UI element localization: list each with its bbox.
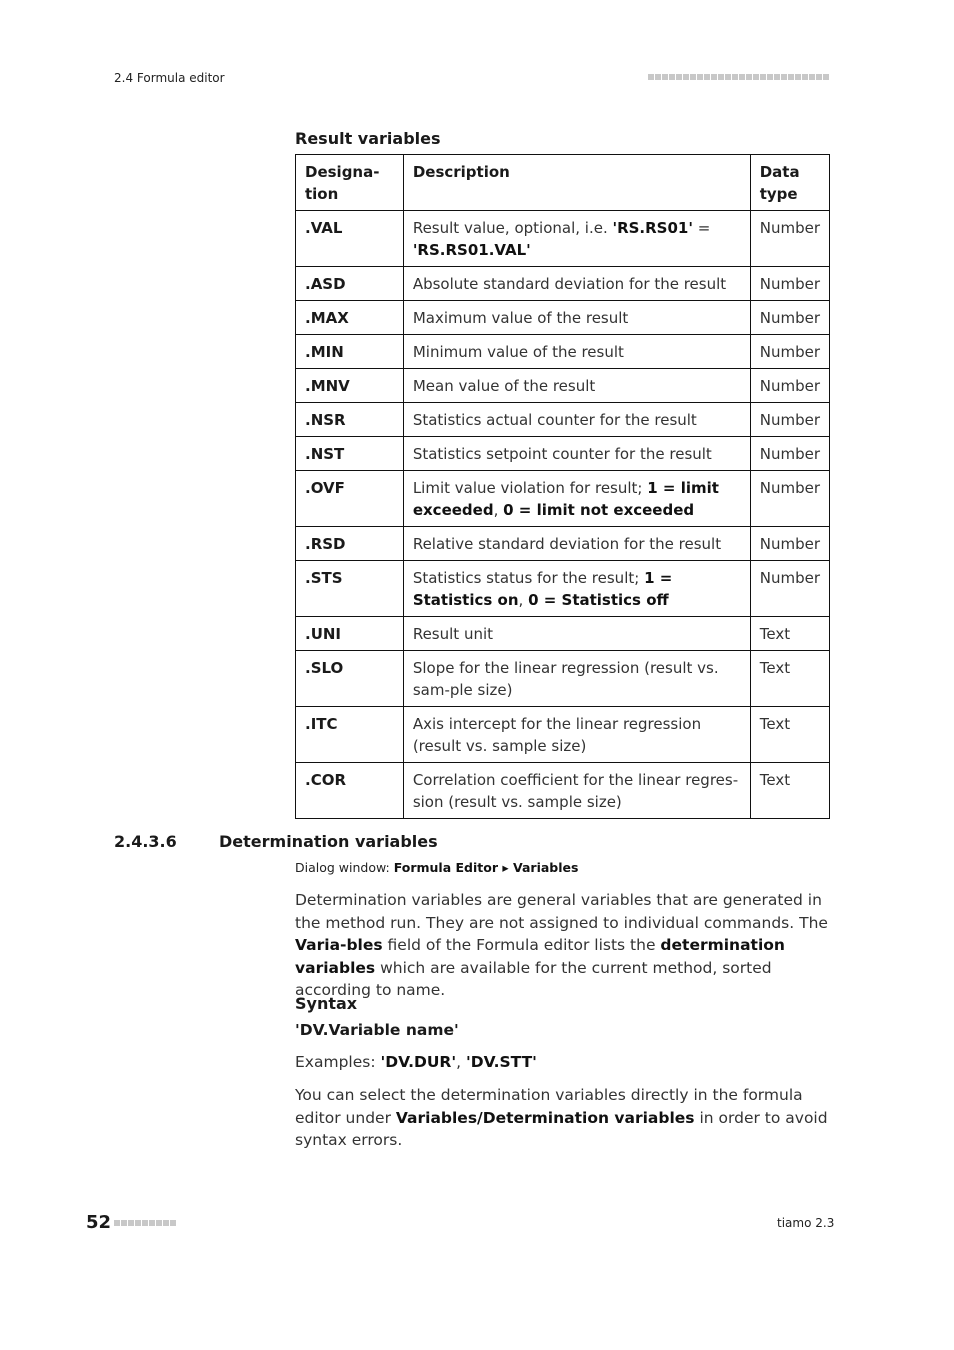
variable-name-cell: .VAL (296, 211, 404, 267)
syntax-value: 'DV.Variable name' (295, 1021, 459, 1039)
table-row (296, 617, 830, 651)
variable-type-cell: Text (750, 617, 829, 651)
decor-square (781, 74, 787, 80)
emphasis-text: 'RS.RS01' (612, 219, 693, 237)
variable-description-cell (403, 267, 750, 301)
variable-name-cell: .MIN (296, 335, 404, 369)
table-row (296, 763, 830, 819)
plain-text: Statistics setpoint counter for the result (412, 445, 712, 463)
decor-square (170, 1220, 176, 1226)
plain-text: Axis intercept for the linear regression (result vs. sample size) (412, 715, 702, 755)
table-row (296, 267, 830, 301)
paragraph-select-hint (295, 1084, 830, 1152)
variable-name-cell: .COR (296, 763, 404, 819)
table-row (296, 471, 830, 527)
decor-square (669, 74, 675, 80)
decor-square (718, 74, 724, 80)
table-row (296, 301, 830, 335)
header-decoration (648, 74, 830, 80)
variable-description-cell (403, 651, 750, 707)
decor-square (156, 1220, 162, 1226)
example-stt: 'DV.STT' (465, 1053, 537, 1071)
plain-text: , (518, 591, 529, 609)
variable-name-cell: .MNV (296, 369, 404, 403)
emphasis-text: 1 = limit exceeded (412, 479, 719, 519)
decor-square (711, 74, 717, 80)
variable-name-cell: .OVF (296, 471, 404, 527)
decor-square (697, 74, 703, 80)
plain-text: Relative standard deviation for the result (412, 535, 722, 553)
decor-square (163, 1220, 169, 1226)
emphasis-text: 1 = Statistics on (412, 569, 673, 609)
dialog-path: Formula Editor ▸ Variables (393, 860, 579, 875)
decor-square (809, 74, 815, 80)
section-number: 2.4.3.6 (114, 832, 177, 851)
variable-description-cell (403, 301, 750, 335)
decor-square (802, 74, 808, 80)
variable-type-cell: Number (750, 403, 829, 437)
variable-name-cell: .MAX (296, 301, 404, 335)
variable-description-cell (403, 561, 750, 617)
variable-name-cell: .NSR (296, 403, 404, 437)
decor-square (128, 1220, 134, 1226)
variable-type-cell: Number (750, 267, 829, 301)
plain-text: field of the Formula editor lists the (382, 936, 661, 954)
variable-type-cell: Number (750, 437, 829, 471)
decor-square (683, 74, 689, 80)
header-designation: Designa- tion (296, 155, 404, 211)
running-header-section: 2.4 Formula editor (114, 71, 225, 85)
footer-decoration (114, 1220, 177, 1226)
decor-square (753, 74, 759, 80)
variable-description-cell (403, 335, 750, 369)
variable-description-cell (403, 211, 750, 267)
decor-square (690, 74, 696, 80)
variable-description-cell (403, 527, 750, 561)
result-variables-table (295, 154, 830, 819)
emphasis-text: 0 = limit not exceeded (503, 501, 695, 519)
table-row (296, 651, 830, 707)
example-dur: 'DV.DUR' (380, 1053, 457, 1071)
emphasis-text: 0 = Statistics off (528, 591, 669, 609)
variable-description-cell (403, 707, 750, 763)
plain-text: Result unit (412, 625, 494, 643)
decor-square (739, 74, 745, 80)
examples-label: Examples: (295, 1053, 381, 1071)
plain-text: , (493, 501, 504, 519)
decor-square (746, 74, 752, 80)
plain-text: You can select the determination variables directly in the formula editor under (295, 1086, 803, 1127)
variable-description-cell (403, 763, 750, 819)
variable-name-cell: .SLO (296, 651, 404, 707)
variable-description-cell (403, 437, 750, 471)
plain-text: Maximum value of the result (412, 309, 629, 327)
plain-text: Minimum value of the result (412, 343, 624, 361)
variable-type-cell: Number (750, 527, 829, 561)
decor-square (676, 74, 682, 80)
section-title: Determination variables (219, 832, 438, 851)
table-row (296, 403, 830, 437)
table-header-row (296, 155, 830, 211)
plain-text: Limit value violation for result; (412, 479, 648, 497)
table-row (296, 335, 830, 369)
header-description: Description (403, 155, 750, 211)
plain-text: Mean value of the result (412, 377, 596, 395)
table-row (296, 369, 830, 403)
variable-type-cell: Number (750, 369, 829, 403)
example-separator: , (456, 1053, 466, 1071)
emphasis-text: Variables/Determination variables (395, 1108, 695, 1127)
examples-line (295, 1053, 537, 1071)
decor-square (135, 1220, 141, 1226)
variable-type-cell: Text (750, 763, 829, 819)
table-row (296, 561, 830, 617)
decor-square (795, 74, 801, 80)
variable-description-cell (403, 403, 750, 437)
syntax-heading: Syntax (295, 994, 358, 1013)
dialog-window-line (295, 860, 578, 875)
plain-text: = (692, 219, 711, 237)
variable-type-cell: Number (750, 335, 829, 369)
plain-text: Result value, optional, i.e. (412, 219, 613, 237)
variable-description-cell (403, 617, 750, 651)
decor-square (774, 74, 780, 80)
table-row (296, 437, 830, 471)
variable-name-cell: .ASD (296, 267, 404, 301)
variable-name-cell: .NST (296, 437, 404, 471)
variable-name-cell: .STS (296, 561, 404, 617)
decor-square (648, 74, 654, 80)
decor-square (655, 74, 661, 80)
decor-square (760, 74, 766, 80)
plain-text: in order to avoid syntax errors. (295, 1108, 828, 1149)
table-title: Result variables (295, 129, 441, 148)
table-row (296, 527, 830, 561)
footer-product: tiamo 2.3 (777, 1216, 835, 1230)
variable-type-cell: Text (750, 707, 829, 763)
variable-type-cell: Number (750, 561, 829, 617)
plain-text: Slope for the linear regression (result vs. sam-ple size) (412, 659, 719, 699)
variable-type-cell: Number (750, 301, 829, 335)
variable-type-cell: Number (750, 471, 829, 527)
emphasis-text: Varia-bles (295, 936, 383, 954)
plain-text: which are available for the current method, sorted according to name. (295, 958, 772, 999)
page-number: 52 (86, 1212, 112, 1233)
decor-square (662, 74, 668, 80)
variable-name-cell: .RSD (296, 527, 404, 561)
header-data-type: Data type (750, 155, 829, 211)
emphasis-text: determination variables (295, 936, 785, 977)
plain-text: Correlation coefficient for the linear regres-sion (result vs. sample size) (412, 771, 739, 811)
emphasis-text: 'RS.RS01.VAL' (412, 241, 531, 259)
plain-text: Statistics status for the result; (412, 569, 645, 587)
decor-square (725, 74, 731, 80)
decor-square (767, 74, 773, 80)
decor-square (732, 74, 738, 80)
decor-square (704, 74, 710, 80)
decor-square (121, 1220, 127, 1226)
variable-description-cell (403, 369, 750, 403)
plain-text: Determination variables are general variables that are generated in the method run. They are not assigned to individual commands. The (295, 891, 828, 932)
variable-type-cell: Text (750, 651, 829, 707)
variable-name-cell: .UNI (296, 617, 404, 651)
variable-description-cell (403, 471, 750, 527)
plain-text: Statistics actual counter for the result (412, 411, 697, 429)
decor-square (149, 1220, 155, 1226)
dialog-label: Dialog window: (295, 860, 394, 875)
decor-square (816, 74, 822, 80)
table-row (296, 707, 830, 763)
variable-type-cell: Number (750, 211, 829, 267)
table-row (296, 211, 830, 267)
decor-square (114, 1220, 120, 1226)
decor-square (788, 74, 794, 80)
paragraph-intro (295, 889, 830, 1002)
decor-square (142, 1220, 148, 1226)
variable-name-cell: .ITC (296, 707, 404, 763)
decor-square (823, 74, 829, 80)
plain-text: Absolute standard deviation for the result (412, 275, 727, 293)
